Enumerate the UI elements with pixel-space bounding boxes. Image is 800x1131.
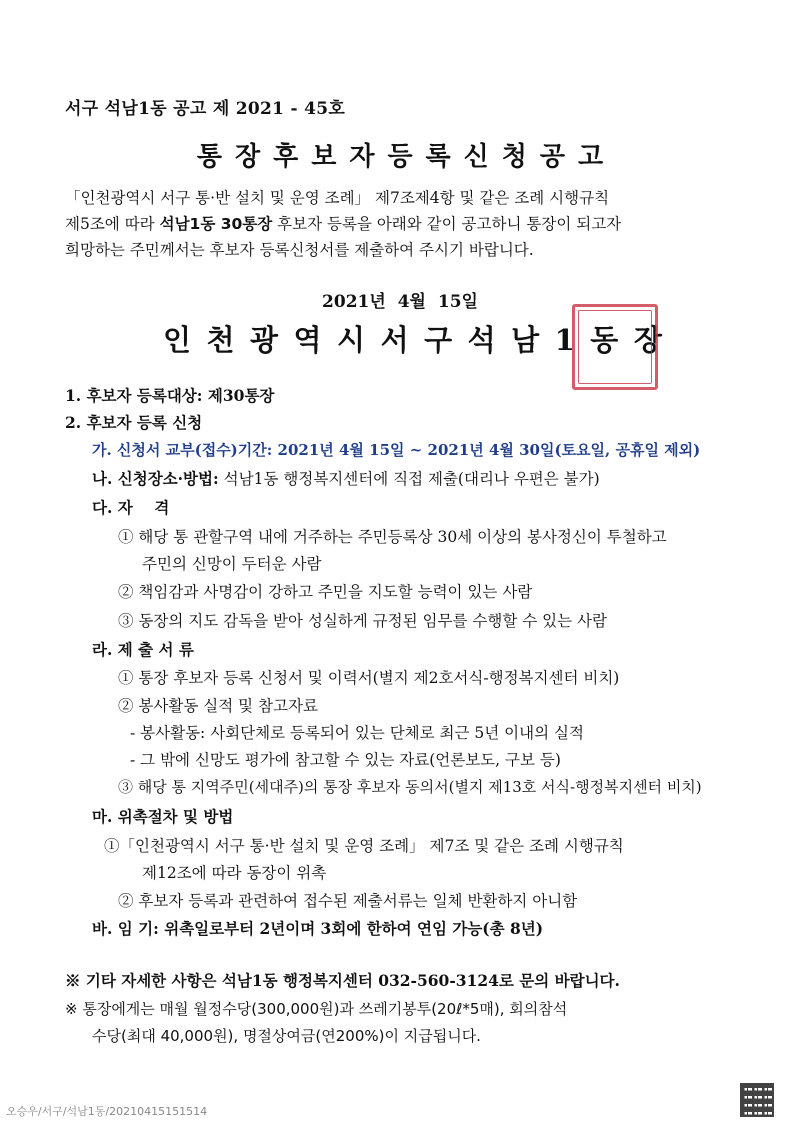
intro-line-2-pre: 제5조에 따라 — [65, 215, 160, 233]
intro-paragraph — [65, 185, 621, 263]
qualification-1a: ① 해당 통 관할구역 내에 거주하는 주민등록상 30세 이상의 봉사정신이 투철하고 — [118, 528, 667, 546]
qualification-2: ② 책임감과 사명감이 강하고 주민을 지도할 능력이 있는 사람 — [118, 583, 533, 601]
item-2-application: 2. 후보자 등록 신청 — [65, 413, 203, 432]
notice-date: 2021년 4월 15일 — [322, 292, 478, 312]
item-1-target: 1. 후보자 등록대상: 제30통장 — [65, 386, 275, 405]
item-ma-procedure: 마. 위촉절차 및 방법 — [92, 807, 234, 826]
document-2: ② 봉사활동 실적 및 참고자료 — [118, 697, 318, 715]
official-seal-stamp — [572, 304, 658, 390]
item-na-label: 나. 신청장소·방법: — [92, 469, 219, 488]
footer-stamp: 오승우/서구/석남1동/20210415151514 — [6, 1105, 208, 1118]
note-allowance-2: 수당(최대 40,000원), 명절상여금(연200%)이 지급됩니다. — [92, 1027, 481, 1045]
intro-line-2-post: 후보자 등록을 아래와 같이 공고하니 통장이 되고자 — [272, 215, 622, 233]
item-ga-period: 가. 신청서 교부(접수)기간: 2021년 4월 15일 ~ 2021년 4월 30일(토요일, 공휴일 제외) — [92, 441, 701, 459]
document-2a: - 봉사활동: 사회단체로 등록되어 있는 단체로 최근 5년 이내의 실적 — [130, 724, 584, 742]
item-na-place — [92, 467, 600, 489]
intro-line-1: 「인천광역시 서구 통·반 설치 및 운영 조례」 제7조제4항 및 같은 조례 시행규칙 — [65, 189, 610, 207]
notice-number: 서구 석남1동 공고 제 2021 - 45호 — [65, 99, 346, 119]
note-allowance-1: ※ 통장에게는 매월 월정수당(300,000원)과 쓰레기봉투(20ℓ*5매), 회의참석 — [65, 1000, 568, 1018]
item-na-text: 석남1동 행정복지센터에 직접 제출(대리나 우편은 불가) — [218, 470, 600, 488]
document-2b: - 그 밖에 신망도 평가에 참고할 수 있는 자료(언론보도, 구보 등) — [130, 751, 561, 769]
target-highlight: 석남1동 30통장 — [159, 215, 273, 233]
item-ba-term: 바. 임 기: 위촉일로부터 2년이며 3회에 한하여 연임 가능(총 8년) — [92, 919, 544, 938]
procedure-1b: 제12조에 따라 동장이 위촉 — [142, 864, 327, 882]
intro-line-2 — [65, 211, 621, 237]
item-da-qualification: 다. 자 격 — [92, 498, 170, 517]
qr-code-icon — [740, 1083, 774, 1117]
qualification-3: ③ 동장의 지도 감독을 받아 성실하게 규정된 임무를 수행할 수 있는 사람 — [118, 612, 607, 630]
document-3: ③ 해당 통 지역주민(세대주)의 통장 후보자 동의서(별지 제13호 서식-행정복지센터 비치) — [118, 778, 702, 796]
note-contact: ※ 기타 자세한 사항은 석남1동 행정복지센터 032-560-3124로 문의 바랍니다. — [65, 971, 620, 990]
document-1: ① 통장 후보자 등록 신청서 및 이력서(별지 제2호서식-행정복지센터 비치) — [118, 669, 620, 687]
item-ra-documents: 라. 제 출 서 류 — [92, 640, 194, 659]
document-title: 통장후보자등록신청공고 — [196, 142, 617, 172]
procedure-2: ② 후보자 등록과 관련하여 접수된 제출서류는 일체 반환하지 아니함 — [118, 892, 578, 910]
qualification-1b: 주민의 신망이 두터운 사람 — [142, 555, 322, 573]
intro-line-3: 희망하는 주민께서는 후보자 등록신청서를 제출하여 주시기 바랍니다. — [65, 241, 534, 259]
issuer-name: 인천광역시서구석남1동장 — [163, 323, 678, 357]
procedure-1a: ①「인천광역시 서구 통·반 설치 및 운영 조례」 제7조 및 같은 조례 시행규칙 — [104, 837, 624, 855]
seal-inner-border — [578, 310, 652, 384]
